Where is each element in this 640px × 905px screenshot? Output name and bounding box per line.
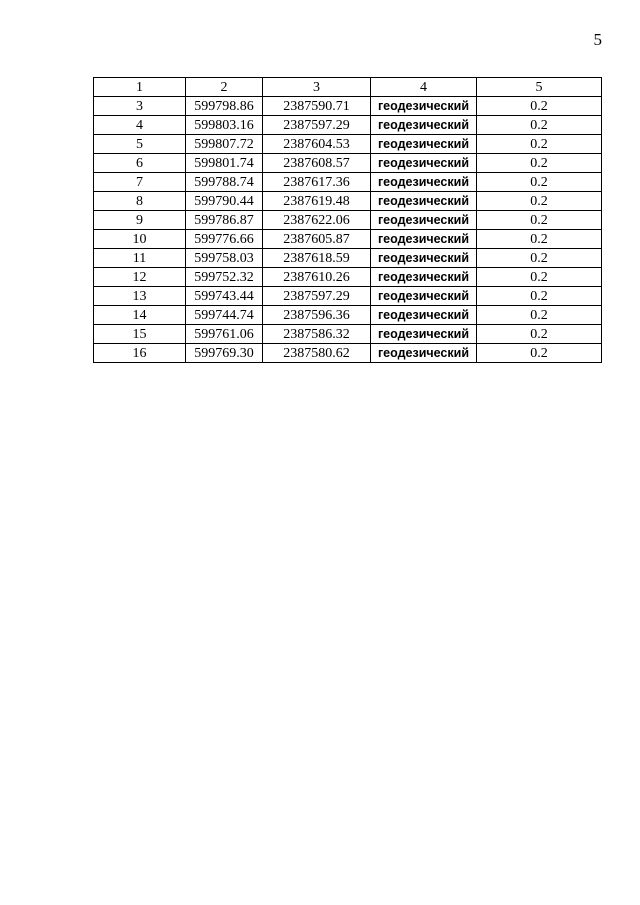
column-header-5: 5 xyxy=(477,78,602,97)
accuracy-cell: 0.2 xyxy=(477,135,602,154)
y-coordinate-cell: 2387619.48 xyxy=(263,192,371,211)
method-cell: геодезический xyxy=(371,135,477,154)
y-coordinate-cell: 2387617.36 xyxy=(263,173,371,192)
table-row xyxy=(94,173,602,192)
table-row xyxy=(94,211,602,230)
x-coordinate-cell: 599761.06 xyxy=(186,325,263,344)
accuracy-cell: 0.2 xyxy=(477,211,602,230)
method-cell: геодезический xyxy=(371,173,477,192)
point-number-cell: 7 xyxy=(94,173,186,192)
table-row xyxy=(94,230,602,249)
x-coordinate-cell: 599798.86 xyxy=(186,97,263,116)
y-coordinate-cell: 2387610.26 xyxy=(263,268,371,287)
point-number-cell: 15 xyxy=(94,325,186,344)
accuracy-cell: 0.2 xyxy=(477,154,602,173)
table-row xyxy=(94,249,602,268)
point-number-cell: 14 xyxy=(94,306,186,325)
x-coordinate-cell: 599769.30 xyxy=(186,344,263,363)
accuracy-cell: 0.2 xyxy=(477,287,602,306)
x-coordinate-cell: 599801.74 xyxy=(186,154,263,173)
point-number-cell: 8 xyxy=(94,192,186,211)
coordinates-table xyxy=(93,77,602,363)
y-coordinate-cell: 2387590.71 xyxy=(263,97,371,116)
x-coordinate-cell: 599776.66 xyxy=(186,230,263,249)
y-coordinate-cell: 2387597.29 xyxy=(263,287,371,306)
accuracy-cell: 0.2 xyxy=(477,306,602,325)
column-header-3: 3 xyxy=(263,78,371,97)
y-coordinate-cell: 2387608.57 xyxy=(263,154,371,173)
table-row xyxy=(94,192,602,211)
method-cell: геодезический xyxy=(371,154,477,173)
x-coordinate-cell: 599752.32 xyxy=(186,268,263,287)
table-header-row xyxy=(94,78,602,97)
accuracy-cell: 0.2 xyxy=(477,249,602,268)
y-coordinate-cell: 2387586.32 xyxy=(263,325,371,344)
method-cell: геодезический xyxy=(371,192,477,211)
column-header-4: 4 xyxy=(371,78,477,97)
accuracy-cell: 0.2 xyxy=(477,268,602,287)
y-coordinate-cell: 2387580.62 xyxy=(263,344,371,363)
method-cell: геодезический xyxy=(371,287,477,306)
method-cell: геодезический xyxy=(371,230,477,249)
y-coordinate-cell: 2387622.06 xyxy=(263,211,371,230)
point-number-cell: 9 xyxy=(94,211,186,230)
x-coordinate-cell: 599744.74 xyxy=(186,306,263,325)
table-row xyxy=(94,306,602,325)
accuracy-cell: 0.2 xyxy=(477,173,602,192)
method-cell: геодезический xyxy=(371,211,477,230)
page-number: 5 xyxy=(593,30,602,49)
point-number-cell: 13 xyxy=(94,287,186,306)
x-coordinate-cell: 599803.16 xyxy=(186,116,263,135)
method-cell: геодезический xyxy=(371,344,477,363)
point-number-cell: 3 xyxy=(94,97,186,116)
x-coordinate-cell: 599807.72 xyxy=(186,135,263,154)
x-coordinate-cell: 599790.44 xyxy=(186,192,263,211)
point-number-cell: 6 xyxy=(94,154,186,173)
x-coordinate-cell: 599743.44 xyxy=(186,287,263,306)
accuracy-cell: 0.2 xyxy=(477,230,602,249)
y-coordinate-cell: 2387596.36 xyxy=(263,306,371,325)
method-cell: геодезический xyxy=(371,116,477,135)
x-coordinate-cell: 599786.87 xyxy=(186,211,263,230)
method-cell: геодезический xyxy=(371,306,477,325)
table-row xyxy=(94,154,602,173)
y-coordinate-cell: 2387618.59 xyxy=(263,249,371,268)
table-row xyxy=(94,97,602,116)
x-coordinate-cell: 599758.03 xyxy=(186,249,263,268)
point-number-cell: 16 xyxy=(94,344,186,363)
y-coordinate-cell: 2387604.53 xyxy=(263,135,371,154)
point-number-cell: 5 xyxy=(94,135,186,154)
table-row xyxy=(94,287,602,306)
table-row xyxy=(94,344,602,363)
accuracy-cell: 0.2 xyxy=(477,116,602,135)
method-cell: геодезический xyxy=(371,268,477,287)
point-number-cell: 4 xyxy=(94,116,186,135)
y-coordinate-cell: 2387605.87 xyxy=(263,230,371,249)
accuracy-cell: 0.2 xyxy=(477,97,602,116)
method-cell: геодезический xyxy=(371,325,477,344)
point-number-cell: 11 xyxy=(94,249,186,268)
point-number-cell: 12 xyxy=(94,268,186,287)
column-header-1: 1 xyxy=(94,78,186,97)
table-row xyxy=(94,268,602,287)
x-coordinate-cell: 599788.74 xyxy=(186,173,263,192)
method-cell: геодезический xyxy=(371,97,477,116)
y-coordinate-cell: 2387597.29 xyxy=(263,116,371,135)
method-cell: геодезический xyxy=(371,249,477,268)
point-number-cell: 10 xyxy=(94,230,186,249)
column-header-2: 2 xyxy=(186,78,263,97)
table-row xyxy=(94,116,602,135)
accuracy-cell: 0.2 xyxy=(477,192,602,211)
table-row xyxy=(94,135,602,154)
accuracy-cell: 0.2 xyxy=(477,325,602,344)
accuracy-cell: 0.2 xyxy=(477,344,602,363)
table-row xyxy=(94,325,602,344)
